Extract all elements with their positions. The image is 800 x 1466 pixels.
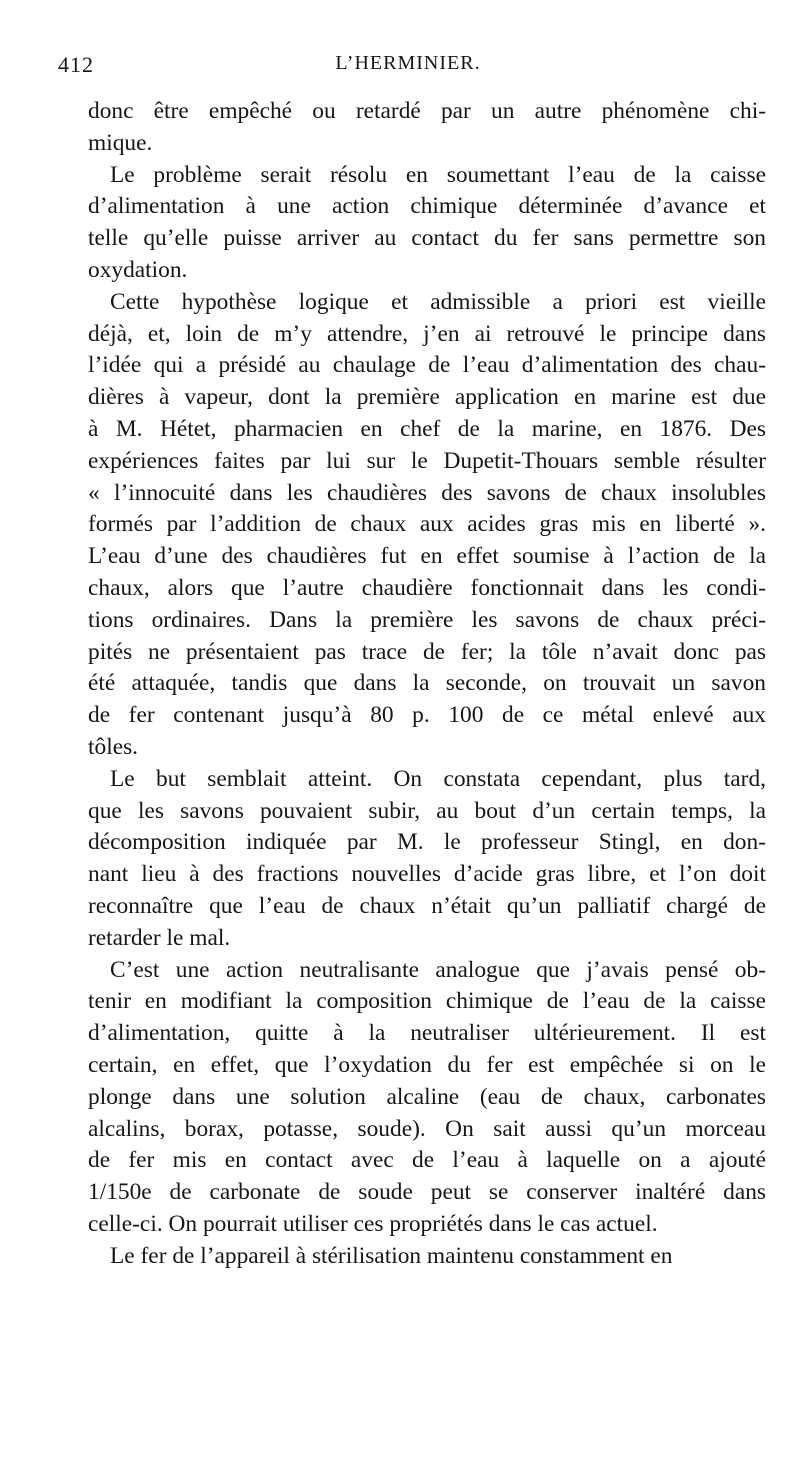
text-line: que les savons pouvaient subir, au bout d’un certain temps, la bbox=[88, 797, 766, 824]
running-head: L’HERMINIER. bbox=[335, 52, 481, 74]
text-line: tôles. bbox=[88, 733, 139, 760]
text-line: Le but semblait atteint. On constata cependant, plus tard, bbox=[110, 765, 766, 792]
text-line: de fer mis en contact avec de l’eau à laquelle on a ajouté bbox=[88, 1147, 766, 1174]
text-line: plonge dans une solution alcaline (eau de chaux, carbonates bbox=[88, 1083, 766, 1110]
text-line: chaux, alors que l’autre chaudière fonctionnait dans les condi- bbox=[88, 574, 766, 601]
text-line: pités ne présentaient pas trace de fer; la tôle n’avait donc pas bbox=[88, 638, 766, 665]
text-line: Le fer de l’appareil à stérilisation maintenu constamment en bbox=[110, 1242, 673, 1269]
text-line: déjà, et, loin de m’y attendre, j’en ai retrouvé le principe dans bbox=[88, 320, 766, 347]
text-line: l’idée qui a présidé au chaulage de l’eau d’alimentation des chau- bbox=[88, 352, 766, 379]
text-line: formés par l’addition de chaux aux acides gras mis en liberté ». bbox=[88, 511, 766, 538]
text-line: d’alimentation à une action chimique déterminée d’avance et bbox=[88, 193, 766, 220]
text-line: telle qu’elle puisse arriver au contact du fer sans permettre son bbox=[88, 225, 766, 252]
paragraph bbox=[66, 160, 766, 287]
text-line: certain, en effet, que l’oxydation du fer est empêchée si on le bbox=[88, 1051, 766, 1078]
text-line: été attaquée, tandis que dans la seconde, on trouvait un savon bbox=[88, 670, 766, 697]
paragraph bbox=[66, 764, 766, 955]
text-line: nant lieu à des fractions nouvelles d’acide gras libre, et l’on doit bbox=[88, 861, 766, 888]
text-line: C’est une action neutralisante analogue que j’avais pensé ob- bbox=[110, 956, 766, 983]
body-text bbox=[66, 96, 766, 1272]
page-header bbox=[58, 52, 758, 82]
text-line: celle-ci. On pourrait utiliser ces propriétés dans le cas actuel. bbox=[88, 1210, 658, 1237]
paragraph bbox=[66, 287, 766, 764]
text-line: décomposition indiquée par M. le professeur Stingl, en don- bbox=[88, 829, 766, 856]
text-line: expériences faites par lui sur le Dupetit-Thouars semble résulter bbox=[88, 447, 766, 474]
text-line: d’alimentation, quitte à la neutraliser ultérieurement. Il est bbox=[88, 1020, 766, 1047]
page-number: 412 bbox=[58, 52, 94, 77]
text-line: de fer contenant jusqu’à 80 p. 100 de ce métal enlevé aux bbox=[88, 702, 766, 729]
text-line: L’eau d’une des chaudières fut en effet soumise à l’action de la bbox=[88, 543, 766, 570]
text-line: dières à vapeur, dont la première application en marine est due bbox=[88, 384, 766, 411]
text-line: mique. bbox=[88, 129, 153, 156]
text-line: oxydation. bbox=[88, 256, 188, 283]
text-line: alcalins, borax, potasse, soude). On sait aussi qu’un morceau bbox=[88, 1115, 766, 1142]
paragraph bbox=[66, 1241, 766, 1273]
paragraph bbox=[66, 955, 766, 1241]
text-line: Cette hypothèse logique et admissible a priori est vieille bbox=[110, 288, 766, 315]
text-line: donc être empêché ou retardé par un autre phénomène chi- bbox=[88, 98, 766, 124]
text-line: Le problème serait résolu en soumettant l’eau de la caisse bbox=[110, 161, 766, 188]
paragraph bbox=[66, 96, 766, 160]
text-line: retarder le mal. bbox=[88, 924, 231, 951]
text-line: « l’innocuité dans les chaudières des savons de chaux insolubles bbox=[88, 479, 766, 506]
text-line: à M. Hétet, pharmacien en chef de la marine, en 1876. Des bbox=[88, 415, 766, 442]
text-line: tenir en modifiant la composition chimique de l’eau de la caisse bbox=[88, 988, 766, 1015]
text-line: 1/150e de carbonate de soude peut se conserver inaltéré dans bbox=[88, 1179, 766, 1206]
text-line: reconnaître que l’eau de chaux n’était qu’un palliatif chargé de bbox=[88, 892, 766, 919]
text-line: tions ordinaires. Dans la première les savons de chaux préci- bbox=[88, 606, 766, 633]
